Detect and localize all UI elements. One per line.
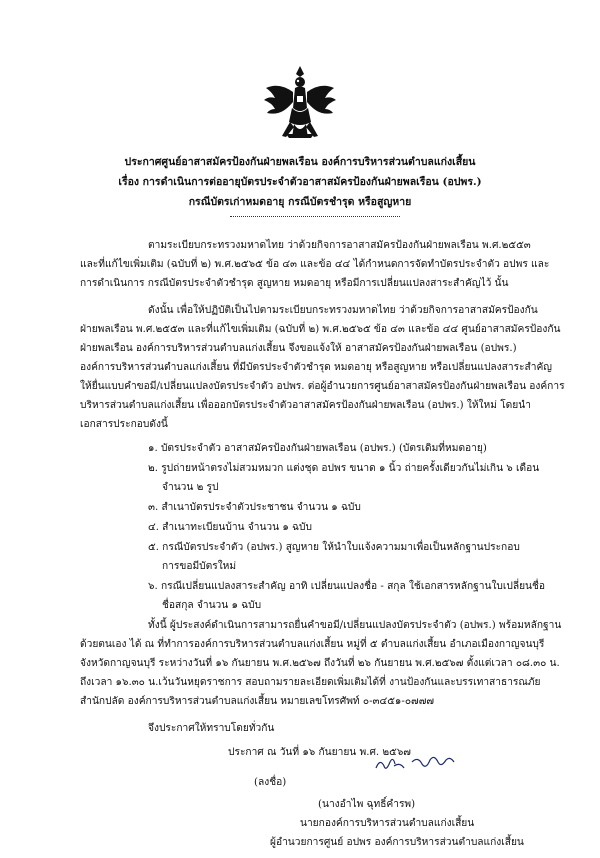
signer-name: (นางอำไพ ฉุทธิ์คำรพ): [318, 799, 416, 810]
announcement-date: ประกาศ ณ วันที่ ๑๖ กันยายน พ.ศ. ๒๕๖๗: [228, 747, 411, 758]
list-item-continuation: ชื่อสกุล จำนวน ๑ ฉบับ: [162, 600, 262, 611]
para3-line: สำนักปลัด องค์การบริหารส่วนตำบลแก่งเสี้ยน หมายเลขโทรศัพท์ ๐-๓๔๕๑-๐๗๗๗: [80, 696, 435, 707]
para1-line: และที่แก้ไขเพิ่มเติม (ฉบับที่ ๒) พ.ศ.๒๕๖๕ ข้อ ๔๓ และข้อ ๔๔ ได้กำหนดการจัดทำบัตรประจำตัว อปพร และ: [80, 259, 550, 270]
header-subject: เรื่อง การดำเนินการต่ออายุบัตรประจำตัวอาสาสมัครป้องกันฝ่ายพลเรือน (อปพร.): [118, 176, 482, 188]
para2-line: องค์การบริหารส่วนตำบลแก่งเสี้ยน ที่มีบัตรประจำตัวชำรุด หมดอายุ หรือสูญหาย หรือเปลี่ยนแปลงสาระสำคัญ: [80, 362, 552, 373]
list-item: ๕. กรณีบัตรประจำตัว (อปพร.) สูญหาย ให้นำใบแจ้งความมาเพื่อเป็นหลักฐานประกอบ: [148, 542, 520, 553]
list-item: ๑. บัตรประจำตัว อาสาสมัครป้องกันฝ่ายพลเรือน (อปพร.) (บัตรเดิมที่หมดอายุ): [148, 443, 487, 454]
sign-label: (ลงชื่อ): [254, 777, 287, 788]
para2-line: ดังนั้น เพื่อให้ปฏิบัติเป็นไปตามระเบียบกระทรวงมหาดไทย ว่าด้วยกิจการอาสาสมัครป้องกัน: [148, 305, 538, 316]
garuda-emblem-icon: [262, 62, 338, 148]
para3-line: ถึงเวลา ๑๖.๓๐ น.เว้นวันหยุดราชการ สอบถามรายละเอียดเพิ่มเติมได้ที่ งานป้องกันและบรรเทาสาธารณภัย: [80, 677, 541, 688]
list-item: ๓. สำเนาบัตรประจำตัวประชาชน จำนวน ๑ ฉบับ: [148, 502, 361, 513]
header-line-1: ประกาศศูนย์อาสาสมัครป้องกันฝ่ายพลเรือน องค์การบริหารส่วนตำบลแก่งเสี้ยน: [124, 156, 476, 168]
para2-line: บริหารส่วนตำบลแก่งเสี้ยน เพื่อออกบัตรประจำตัวอาสาสมัครป้องกันฝ่ายพลเรือน (อปพร.) ให้ใหม่ โดยนำ: [80, 400, 531, 411]
dotted-divider: [230, 216, 400, 217]
para2-line: ฝ่ายพลเรือน พ.ศ.๒๕๕๓ และที่แก้ไขเพิ่มเติม (ฉบับที่ ๒) พ.ศ.๒๕๖๕ ข้อ ๔๓ และข้อ ๔๔ ศูนย์อาสาสมัครป้องกัน: [80, 324, 561, 335]
handwritten-signature: [372, 752, 468, 776]
list-item-continuation: จำนวน ๒ รูป: [162, 482, 219, 493]
list-item: ๒. รูปถ่ายหน้าตรงไม่สวมหมวก แต่งชุด อปพร ขนาด ๑ นิ้ว ถ่ายครั้งเดียวกันไม่เกิน ๖ เดือน: [148, 463, 540, 474]
signer-title-1: นายกองค์การบริหารส่วนตำบลแก่งเสี้ยน: [300, 818, 475, 829]
list-item-continuation: การขอมีบัตรใหม่: [162, 561, 237, 572]
list-item: ๔. สำเนาทะเบียนบ้าน จำนวน ๑ ฉบับ: [148, 522, 312, 533]
closing-text: จึงประกาศให้ทราบโดยทั่วกัน: [148, 723, 275, 734]
para2-line: ให้ยื่นแบบคำขอมี/เปลี่ยนแปลงบัตรประจำตัว อปพร. ต่อผู้อำนวยการศูนย์อาสาสมัครป้องกันฝ่ายพลเรือน องค์การ: [80, 381, 565, 392]
para2-line: เอกสารประกอบดังนี้: [80, 419, 168, 430]
para3-line: ทั้งนี้ ผู้ประสงค์ดำเนินการสามารถยื่นคำขอมี/เปลี่ยนแปลงบัตรประจำตัว (อปพร.) พร้อมหลักฐาน: [148, 620, 562, 631]
para3-line: ด้วยตนเอง ได้ ณ ที่ทำการองค์การบริหารส่วนตำบลแก่งเสี้ยน หมู่ที่ ๕ ตำบลแก่งเสี้ยน อำเภอเมืองกาญจนบุรี: [80, 639, 545, 650]
list-item: ๖. กรณีเปลี่ยนแปลงสาระสำคัญ อาทิ เปลี่ยนแปลงชื่อ - สกุล ใช้เอกสารหลักฐานใบเปลี่ยนชื่อ: [148, 581, 546, 592]
para3-line: จังหวัดกาญจนบุรี ระหว่างวันที่ ๑๖ กันยายน พ.ศ.๒๕๖๗ ถึงวันที่ ๒๖ กันยายน พ.ศ.๒๕๖๗ ตั้งแต่เวลา ๐๘.๓๐ น.: [80, 658, 560, 669]
header-line-3: กรณีบัตรเก่าหมดอายุ กรณีบัตรชำรุด หรือสูญหาย: [188, 196, 412, 208]
para2-line: ฝ่ายพลเรือน องค์การบริหารส่วนตำบลแก่งเสี้ยน จึงขอแจ้งให้ อาสาสมัครป้องกันฝ่ายพลเรือน (อปพร.): [80, 343, 517, 354]
para1-line: ตามระเบียบกระทรวงมหาดไทย ว่าด้วยกิจการอาสาสมัครป้องกันฝ่ายพลเรือน พ.ศ.๒๕๕๓: [148, 240, 531, 251]
signer-title-2: ผู้อำนวยการศูนย์ อปพร องค์การบริหารส่วนตำบลแก่งเสี้ยน: [270, 837, 524, 848]
para1-line: การดำเนินการ กรณีบัตรประจำตัวชำรุด สูญหาย หมดอายุ หรือมีการเปลี่ยนแปลงสาระสำคัญไว้ นั้น: [80, 278, 509, 289]
